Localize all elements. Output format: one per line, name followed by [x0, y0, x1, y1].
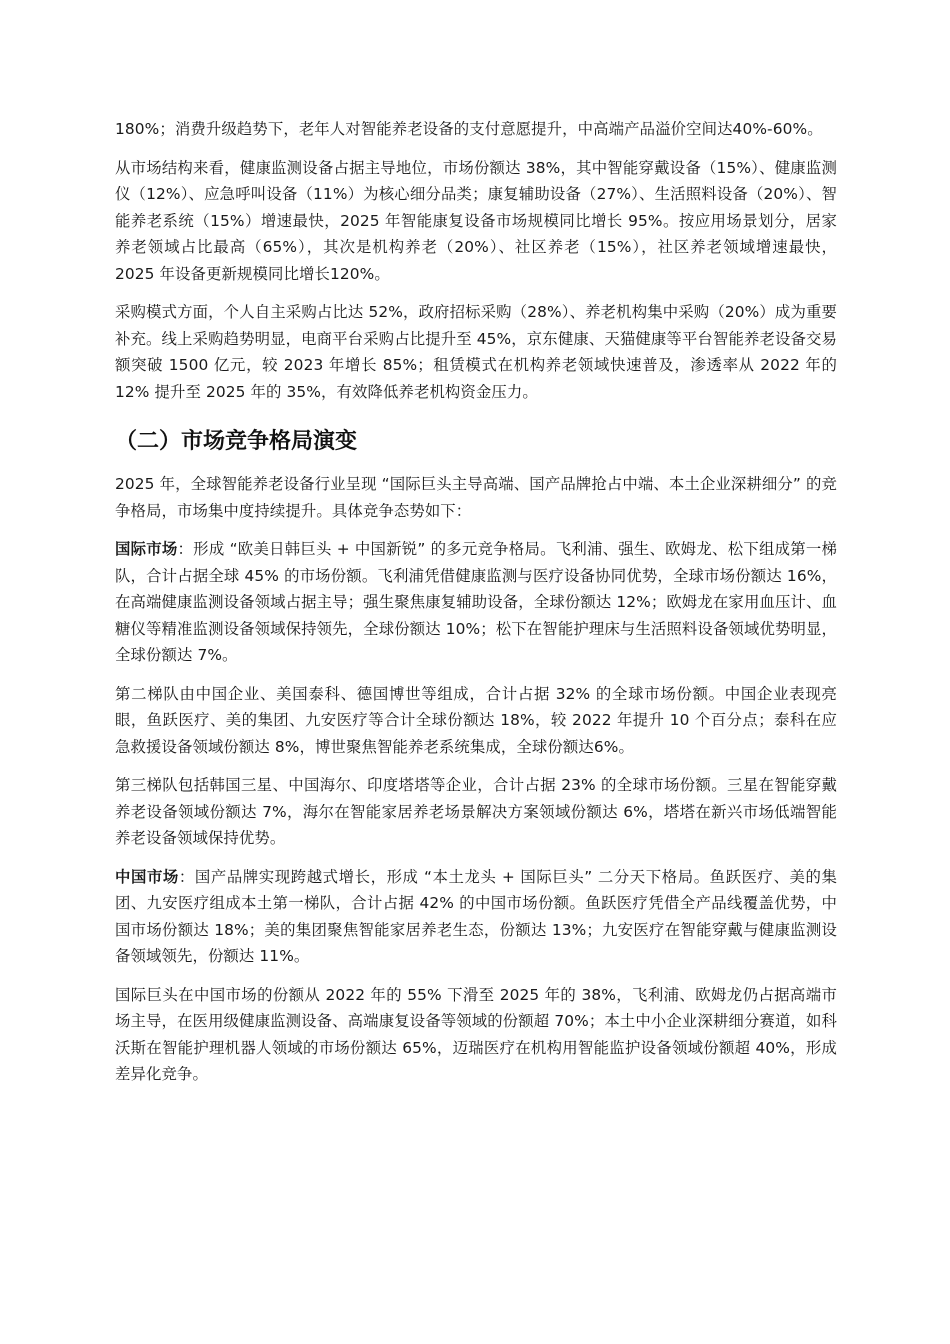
china-market-lead: 中国市场: [115, 867, 179, 886]
paragraph-intro: 2025 年，全球智能养老设备行业呈现 “国际巨头主导高端、国产品牌抢占中端、本土企业深耕细分” 的竞争格局，市场集中度持续提升。具体竞争态势如下：: [115, 475, 837, 520]
paragraph-payment-willingness: 180%；消费升级趋势下，老年人对智能养老设备的支付意愿提升，中高端产品溢价空间达40%-60%。: [115, 120, 823, 138]
paragraph-procurement-mode: 采购模式方面，个人自主采购占比达 52%，政府招标采购（28%）、养老机构集中采购（20%）成为重要补充。线上采购趋势明显，电商平台采购占比提升至 45%，京东健康、天猫健康等平台智能养老设备交易额突破 1500 亿元，较 2023 年增长 85%；租赁模式在机构养老领域快速普及，渗透率从 2022 年的 12% 提升至 2025 年的 35%，有效降低养老机构资金压力。: [115, 303, 837, 401]
paragraph-tier2: 第二梯队由中国企业、美国泰科、德国博世等组成，合计占据 32% 的全球市场份额。中国企业表现亮眼，鱼跃医疗、美的集团、九安医疗等合计全球份额达 18%，较 2022 年提升 10 个百分点；泰科在应急救援设备领域份额达 8%，博世聚焦智能养老系统集成，全球份额达6%。: [115, 684, 837, 756]
paragraph-closing: 国际巨头在中国市场的份额从 2022 年的 55% 下滑至 2025 年的 38%，飞利浦、欧姆龙仍占据高端市场主导，在医用级健康监测设备、高端康复设备等领域的份额超 70%；本土中小企业深耕细分赛道，如科沃斯在智能护理机器人领域的市场份额达 65%，迈瑞医疗在机构用智能监护设备领域份额超 40%，形成差异化竞争。: [115, 985, 837, 1083]
section-heading: （二）市场竞争格局演变: [115, 429, 358, 454]
paragraph-international-market: [115, 536, 837, 669]
international-market-text: ：形成 “欧美日韩巨头 + 中国新锐” 的多元竞争格局。飞利浦、强生、欧姆龙、松下组成第一梯队，合计占据全球 45% 的市场份额。飞利浦凭借健康监测与医疗设备协同优势，全球市场份额达 16%，在高端健康监测设备领域占据主导；强生聚焦康复辅助设备，全球份额达 12%；欧姆龙在家用血压计、血糖仪等精准监测设备领域保持领先，全球份额达 10%；松下在智能护理床与生活照料设备领域优势明显，全球份额达 7%。: [115, 540, 837, 664]
international-market-lead: 国际市场: [115, 540, 178, 558]
paragraph-tier3: 第三梯队包括韩国三星、中国海尔、印度塔塔等企业，合计占据 23% 的全球市场份额。三星在智能穿戴养老设备领域份额达 7%，海尔在智能家居养老场景解决方案领域份额达 6%，塔塔在新兴市场低端智能养老设备领域保持优势。: [115, 776, 837, 847]
paragraph-market-structure: 从市场结构来看，健康监测设备占据主导地位，市场份额达 38%，其中智能穿戴设备（15%）、健康监测仪（12%）、应急呼叫设备（11%）为核心细分品类；康复辅助设备（27%）、生活照料设备（20%）、智能养老系统（15%）增速最快，2025 年智能康复设备市场规模同比增长 95%。按应用场景划分，居家养老领域占比最高（65%），其次是机构养老（20%）、社区养老（15%），社区养老领域增速最快，2025 年设备更新规模同比增长120%。: [115, 158, 837, 283]
china-market-text: ：国产品牌实现跨越式增长，形成 “本土龙头 + 国际巨头” 二分天下格局。鱼跃医疗、美的集团、九安医疗组成本土第一梯队，合计占据 42% 的中国市场份额。鱼跃医疗凭借全产品线覆盖优势，中国市场份额达 18%；美的集团聚焦智能家居养老生态，份额达 13%；九安医疗在智能穿戴与健康监测设备领域领先，份额达 11%。: [115, 867, 837, 965]
document-page: [115, 116, 837, 1100]
paragraph-china-market: [115, 864, 837, 970]
